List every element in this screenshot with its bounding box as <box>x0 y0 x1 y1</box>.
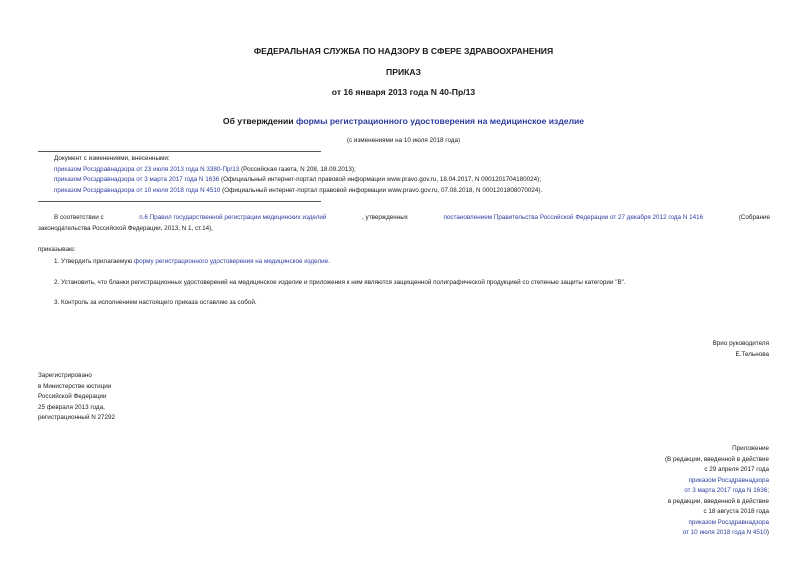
appendix-order-link-1[interactable]: приказом Росздравнадзора <box>688 476 769 484</box>
title-form-link[interactable]: формы регистрационного удостоверения на медицинское изделие <box>295 116 585 126</box>
registration-line: Российской Федерации <box>38 393 107 400</box>
appendix-block <box>665 444 769 539</box>
item-1-text: 1. Утвердить прилагаемую <box>54 258 134 265</box>
item-1-form-link[interactable]: форму регистрационного удостоверения на медицинское изделие <box>133 258 329 265</box>
appendix-order-link-1b[interactable]: от 3 марта 2017 года N 1636 <box>684 487 768 494</box>
appendix-line: (В редакции, введенной в действие <box>664 455 769 463</box>
amendment-source-2: (Официальный интернет-портал правовой информации www.pravo.gov.ru, 18.04.2017, N 0001201704180024); <box>219 176 542 183</box>
item-3: 3. Контроль за исполнением настоящего приказа оставляю за собой. <box>54 299 257 306</box>
divider-top <box>38 151 321 152</box>
government-decree-link[interactable]: постановлением Правительства Российской Федерации от 27 декабря 2012 года N 1416 <box>443 214 704 221</box>
registration-line: Зарегистрировано <box>38 372 92 379</box>
preamble-line-1 <box>54 214 770 221</box>
appendix-line: с 29 апреля 2017 года <box>704 466 769 473</box>
item-1 <box>54 258 330 265</box>
document-date-number: от 16 января 2013 года N 40-Пр/13 <box>331 87 476 97</box>
amendments-intro: Документ с изменениями, внесенными: <box>54 155 170 162</box>
registration-line: 25 февраля 2013 года, <box>38 403 105 411</box>
document-title <box>0 116 807 126</box>
amendment-item <box>54 165 542 176</box>
amendment-link-3[interactable]: приказом Росздравнадзора от 10 июля 2018 года N 4510 <box>54 186 221 194</box>
appendix-punct: ) <box>766 529 769 536</box>
appendix-title: Приложение <box>732 445 769 452</box>
rules-link[interactable]: п.6 Правил государственной регистрации медицинских изделий <box>139 214 327 221</box>
title-prefix: Об утверждении <box>222 116 296 126</box>
signature-name: Е.Тельнова <box>735 351 769 358</box>
registration-block <box>38 371 115 424</box>
order-word: приказываю: <box>38 246 76 253</box>
revision-note: (с изменениями на 10 июля 2018 года) <box>346 137 461 144</box>
appendix-line: с 18 августа 2018 года <box>703 508 769 515</box>
appendix-order-link-2b[interactable]: от 10 июля 2018 года N 4510 <box>682 529 767 536</box>
item-1-end: . <box>328 258 330 265</box>
amendment-link-2[interactable]: приказом Росздравнадзора от 3 марта 2017 года N 1636 <box>54 176 220 183</box>
preamble-part: , утвержденных <box>362 214 408 221</box>
agency-name: ФЕДЕРАЛЬНАЯ СЛУЖБА ПО НАДЗОРУ В СФЕРЕ ЗДРАВООХРАНЕНИЯ <box>253 46 554 56</box>
item-2: 2. Установить, что бланки регистрационных удостоверений на медицинское изделие и приложения к ним являются защищенной полиграфической продукцией со степенью защиты категории "В". <box>54 279 626 286</box>
appendix-line <box>665 528 769 539</box>
appendix-order-link-2[interactable]: приказом Росздравнадзора <box>688 518 769 526</box>
preamble-part: (Собрание <box>738 214 770 221</box>
preamble-line-2: законодательства Российской Федерации, 2013, N 1, ст.14), <box>38 225 213 232</box>
amendment-source-1: (Российская газета, N 208, 18.09.2013); <box>239 165 356 173</box>
amendment-source-3: (Официальный интернет-портал правовой информации www.pravo.gov.ru, 07.08.2018, N 0001201808070024). <box>220 186 543 194</box>
amendment-link-1[interactable]: приказом Росздравнадзора от 23 июля 2013 года N 3380-Пр/13 <box>54 165 240 173</box>
appendix-line: в редакции, введенной в действие <box>667 497 769 505</box>
document-type: ПРИКАЗ <box>386 67 421 77</box>
preamble-part: В соответствии с <box>54 214 104 221</box>
amendments-block <box>54 154 542 196</box>
amendment-item <box>54 175 542 186</box>
registration-line: в Министерстве юстиции <box>38 382 112 390</box>
registration-line: регистрационный N 27292 <box>38 414 116 421</box>
divider-bottom <box>38 201 321 202</box>
signature-position: Врио руководителя <box>712 340 769 347</box>
appendix-line <box>665 486 769 497</box>
appendix-punct: ; <box>767 487 769 494</box>
amendment-item <box>54 186 542 197</box>
